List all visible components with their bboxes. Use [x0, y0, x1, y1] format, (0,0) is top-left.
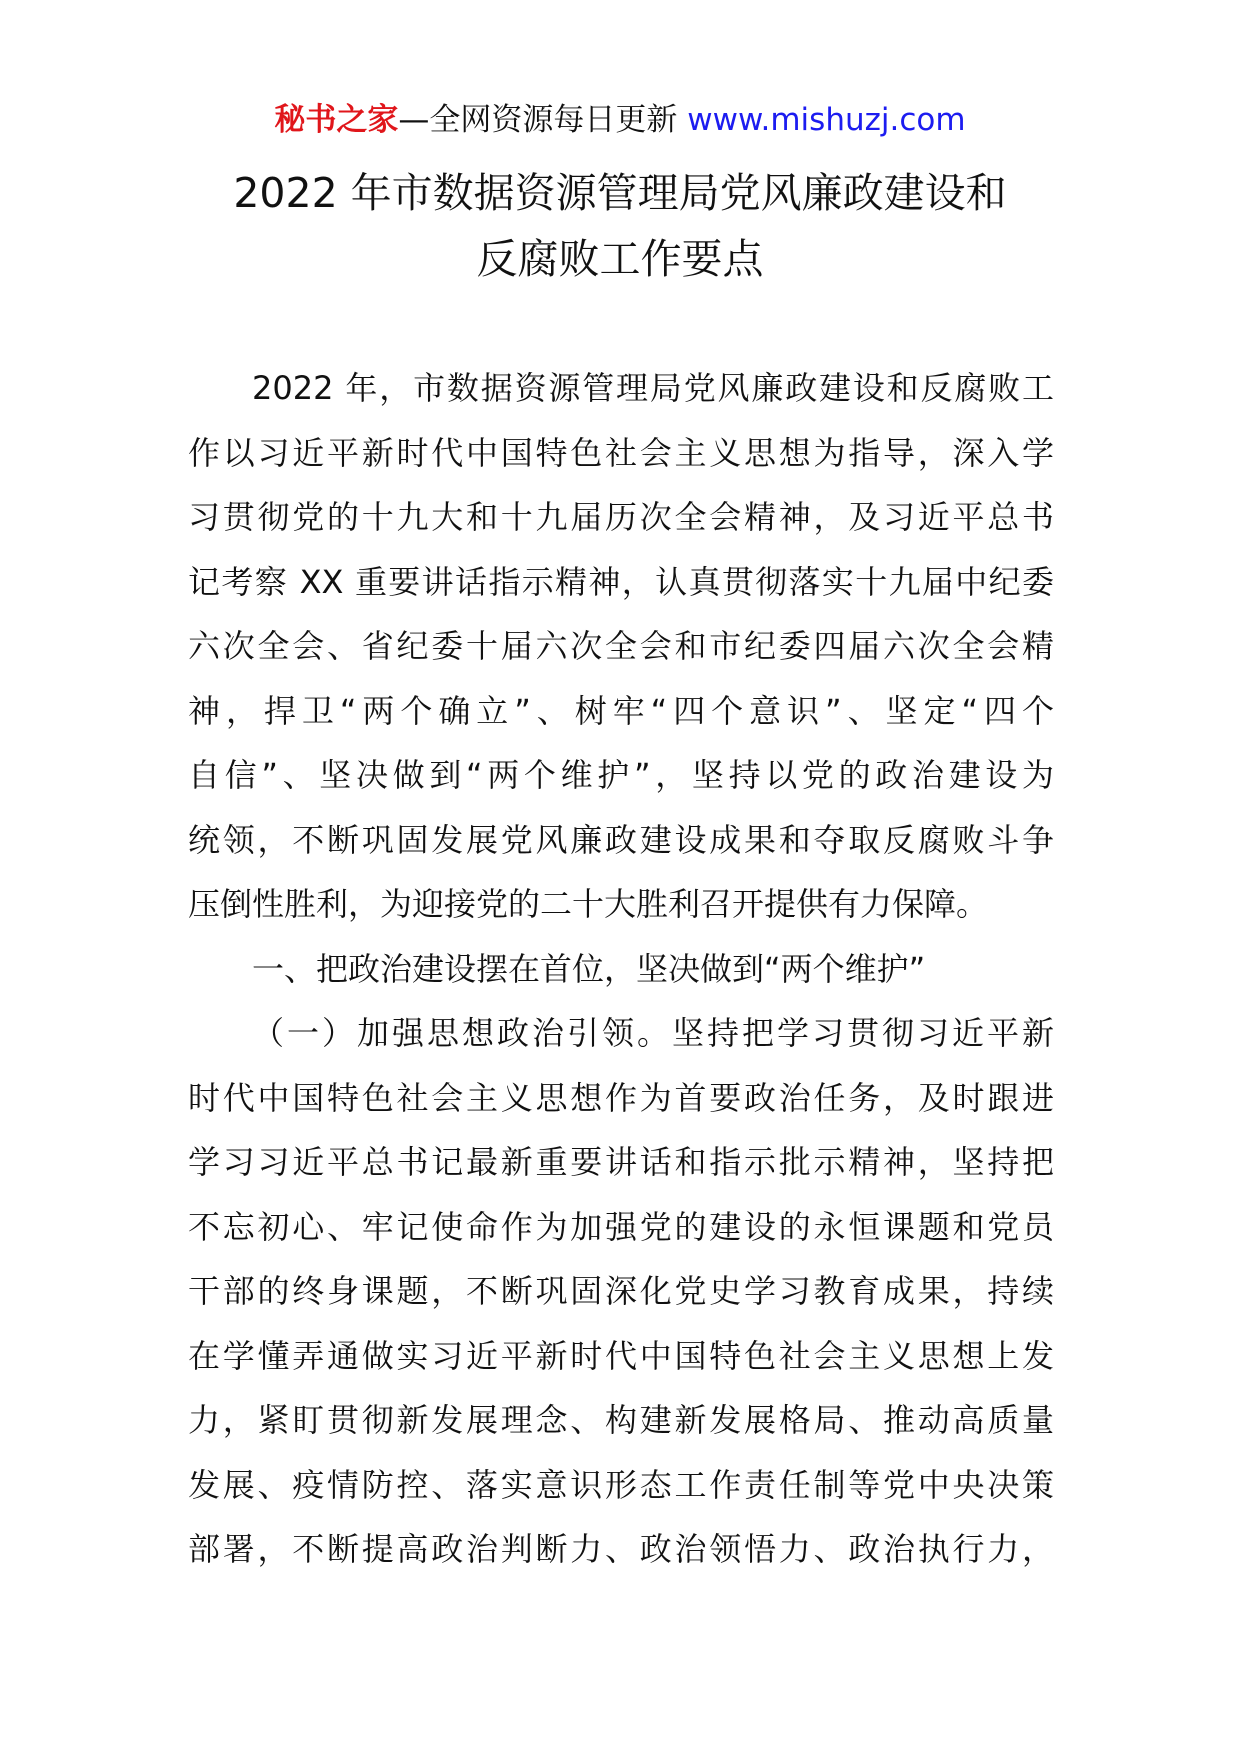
banner-tagline: —全网资源每日更新 [398, 102, 688, 138]
paragraph-2-line: 时代中国特色社会主义思想作为首要政治任务，及时跟进 [188, 1078, 1054, 1117]
paragraph-1-line: 压倒性胜利，为迎接党的二十大胜利召开提供有力保障。 [188, 885, 989, 923]
paragraph-2-line: 不忘初心、牢记使命作为加强党的建设的永恒课题和党员 [188, 1207, 1054, 1246]
brand-name: 秘书之家 [274, 102, 399, 138]
paragraph-2-line: 发展、疫情防控、落实意识形态工作责任制等党中央决策 [188, 1465, 1054, 1504]
site-url-link[interactable]: www.mishuzj.com [687, 102, 966, 138]
section-heading-1: 一、把政治建设摆在首位，坚决做到“两个维护” [252, 949, 926, 988]
paragraph-2-line: 力，紧盯贯彻新发展理念、构建新发展格局、推动高质量 [188, 1401, 1054, 1439]
document-body [188, 356, 1054, 1582]
paragraph-1-line: 六次全会、省纪委十届六次全会和市纪委四届六次全会精 [188, 627, 1054, 665]
paragraph-1-line: 自信”、坚决做到“两个维护”，坚持以党的政治建设为 [188, 756, 1054, 794]
title-line-2: 反腐败工作要点 [476, 235, 764, 283]
paragraph-1-line: 神，捍卫“两个确立”、树牢“四个意识”、坚定“四个 [188, 691, 1054, 730]
paragraph-1-line: 统领，不断巩固发展党风廉政建设成果和夺取反腐败斗争 [188, 820, 1054, 859]
title-line-1: 2022 年市数据资源管理局党风廉政建设和 [233, 169, 1007, 217]
paragraph-1-line: 记考察 XX 重要讲话指示精神，认真贯彻落实十九届中纪委 [188, 562, 1054, 601]
document-title [0, 160, 1240, 292]
paragraph-2-line: 干部的终身课题，不断巩固深化党史学习教育成果，持续 [188, 1272, 1054, 1310]
paragraph-2-line: 部署，不断提高政治判断力、政治领悟力、政治执行力， [188, 1530, 1054, 1568]
paragraph-2-line: （一）加强思想政治引领。坚持把学习贯彻习近平新 [252, 1014, 1054, 1052]
paragraph-2-line: 在学懂弄通做实习近平新时代中国特色社会主义思想上发 [188, 1336, 1054, 1375]
paragraph-1-line: 作以习近平新时代中国特色社会主义思想为指导，深入学 [188, 433, 1054, 472]
paragraph-1-line: 2022 年，市数据资源管理局党风廉政建设和反腐败工 [252, 369, 1054, 407]
site-banner [0, 98, 1240, 142]
paragraph-2-line: 学习习近平总书记最新重要讲话和指示批示精神，坚持把 [188, 1143, 1054, 1181]
paragraph-1-line: 习贯彻党的十九大和十九届历次全会精神，及习近平总书 [188, 498, 1054, 536]
